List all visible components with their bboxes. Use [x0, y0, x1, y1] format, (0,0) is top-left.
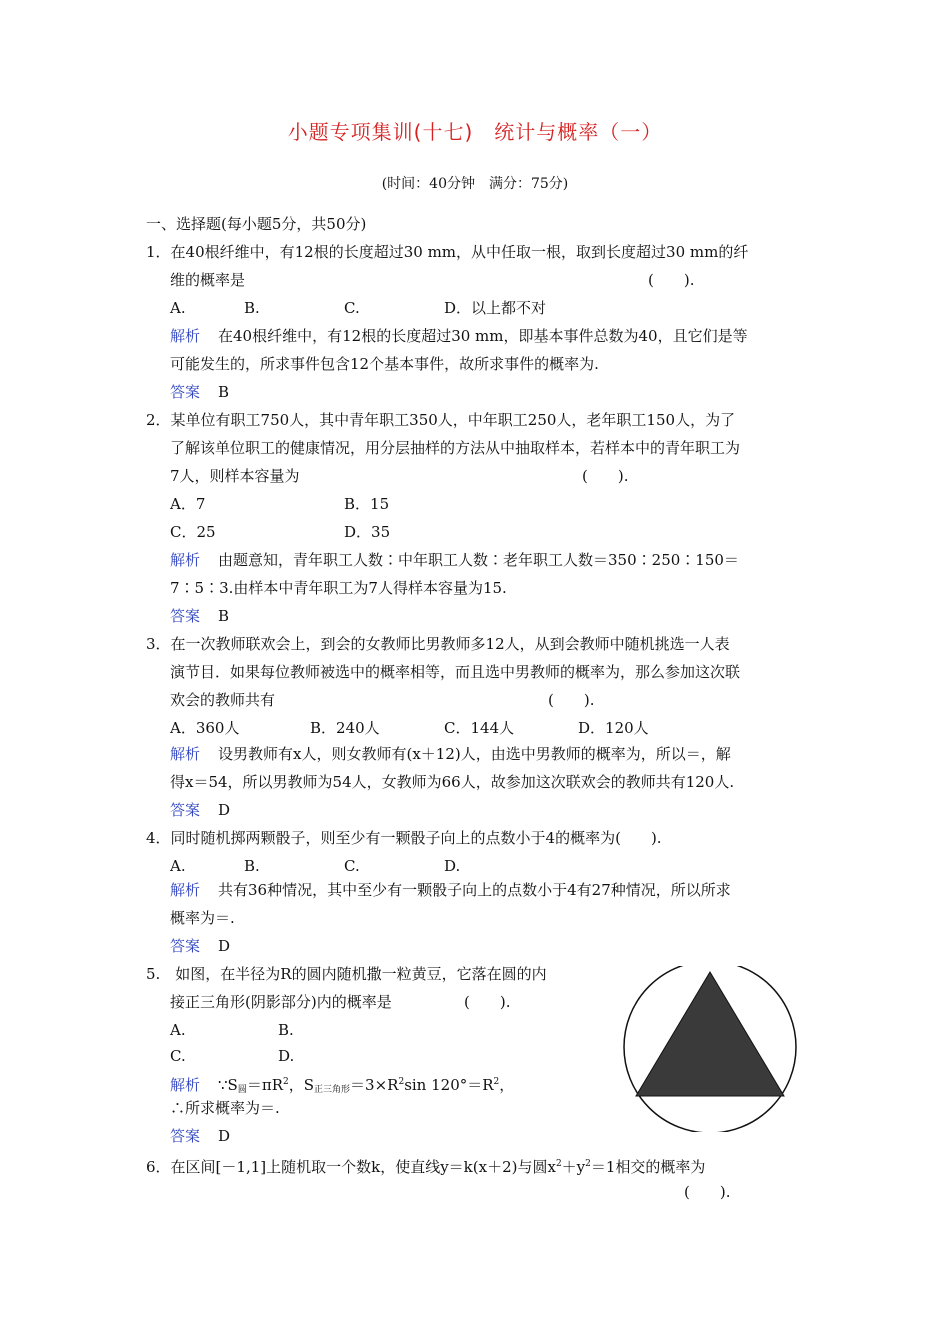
inscribed-triangle: [636, 972, 784, 1096]
answer-value: D: [218, 1127, 231, 1145]
q3-text-line1: 3．在一次教师联欢会上，到会的女教师比男教师多12人，从到会教师中随机挑选一人表: [146, 635, 730, 653]
q3-text-line3: 欢会的教师共有: [170, 691, 276, 709]
answer-value: D: [218, 937, 231, 955]
analysis-label: 解析: [170, 1076, 201, 1094]
q3-analysis-line2: 得x＝54，所以男教师为54人，女教师为66人，故参加这次联欢会的教师共有120人.: [170, 773, 735, 791]
q2-analysis-line1: [170, 550, 739, 570]
q3-analysis-line1: [170, 744, 731, 764]
circle-triangle-figure: [620, 966, 802, 1136]
superscript: 2: [585, 1159, 591, 1169]
q5-option-a: A.: [170, 1021, 186, 1039]
analysis-text: 共有36种情况，其中至少有一颗骰子向上的点数小于4有27种情况，所以所求: [218, 881, 731, 899]
section-heading: 一、选择题(每小题5分，共50分): [146, 215, 367, 233]
subscript: 圆: [237, 1085, 247, 1095]
analysis-label: 解析: [170, 881, 201, 899]
q3-text-line2: 演节目．如果每位教师被选中的概率相等，而且选中男教师的概率为，那么参加这次联: [170, 663, 741, 681]
q1-analysis-line2: 可能发生的，所求事件包含12个基本事件，故所求事件的概率为.: [170, 355, 599, 373]
q5-analysis-line1: [170, 1072, 514, 1100]
answer-label: 答案: [170, 383, 201, 401]
q2-text-line1: 2．某单位有职工750人，其中青年职工350人，中年职工250人，老年职工150人，为了: [146, 411, 736, 429]
q1-option-d: D．以上都不对: [444, 299, 547, 317]
q4-answer: [170, 936, 230, 956]
q1-answer-blank: ( ).: [648, 271, 695, 289]
analysis-text: 由题意知，青年职工人数∶中年职工人数∶老年职工人数＝350∶250∶150＝: [218, 551, 739, 569]
q4-analysis-line2: 概率为＝.: [170, 909, 235, 927]
analysis-text: 在40根纤维中，有12根的长度超过30 mm，即基本事件总数为40，且它们是等: [218, 327, 748, 345]
analysis-text: ，S: [288, 1076, 315, 1094]
q1-text-line2: 维的概率是: [170, 271, 246, 289]
q5-text-line1: 5. 如图，在半径为R的圆内随机撒一粒黄豆，它落在圆的内: [146, 965, 547, 983]
q2-option-d: D．35: [344, 523, 391, 541]
q5-text-line2: 接正三角形(阴影部分)内的概率是: [170, 993, 392, 1011]
q4-text-line1: 4．同时随机掷两颗骰子，则至少有一颗骰子向上的点数小于4的概率为( ).: [146, 829, 662, 847]
q3-answer-blank: ( ).: [548, 691, 595, 709]
answer-label: 答案: [170, 607, 201, 625]
analysis-text: ＝3×R: [350, 1076, 399, 1094]
q6-text-line1: [146, 1154, 705, 1177]
q4-option-b: B.: [244, 857, 260, 875]
analysis-text: ，: [499, 1076, 515, 1094]
superscript: 2: [493, 1077, 500, 1087]
q5-analysis-line2: ∴所求概率为＝.: [170, 1099, 280, 1117]
q1-answer: [170, 382, 229, 402]
superscript: 2: [398, 1077, 405, 1087]
q2-text-line3: 7人，则样本容量为: [170, 467, 300, 485]
q1-text-line1: 1．在40根纤维中，有12根的长度超过30 mm，从中任取一根，取到长度超过30 mm的纤: [146, 243, 749, 261]
q5-option-d: D.: [278, 1047, 295, 1065]
answer-value: D: [218, 801, 231, 819]
analysis-text: ∵S: [218, 1076, 238, 1094]
analysis-text: sin 120°＝R: [404, 1076, 494, 1094]
answer-label: 答案: [170, 1127, 201, 1145]
analysis-label: 解析: [170, 745, 201, 763]
q5-option-c: C.: [170, 1047, 186, 1065]
q3-option-c: C．144人: [444, 719, 515, 737]
q4-option-c: C.: [344, 857, 360, 875]
question-text: ＝1相交的概率为: [590, 1158, 706, 1176]
exam-info: (时间：40分钟 满分：75分): [381, 176, 569, 192]
q2-text-line2: 了解该单位职工的健康情况，用分层抽样的方法从中抽取样本，若样本中的青年职工为: [170, 439, 741, 457]
q4-option-a: A.: [170, 857, 186, 875]
analysis-label: 解析: [170, 327, 201, 345]
q1-analysis-line1: [170, 326, 748, 346]
question-text: 6．在区间[－1,1]上随机取一个数k，使直线y＝k(x＋2)与圆x: [146, 1158, 556, 1176]
q3-option-b: B．240人: [310, 719, 380, 737]
analysis-text: 设男教师有x人，则女教师有(x＋12)人，由选中男教师的概率为，所以＝，解: [218, 745, 731, 763]
q5-answer: [170, 1126, 230, 1146]
superscript: 2: [283, 1077, 289, 1087]
q5-option-b: B.: [278, 1021, 294, 1039]
answer-label: 答案: [170, 801, 201, 819]
answer-label: 答案: [170, 937, 201, 955]
superscript: 2: [555, 1159, 562, 1169]
q2-option-c: C．25: [170, 523, 216, 541]
answer-value: B: [218, 383, 230, 401]
q3-option-d: D．120人: [578, 719, 649, 737]
analysis-text: ＝πR: [246, 1076, 284, 1094]
q2-answer-blank: ( ).: [582, 467, 629, 485]
q1-option-c: C.: [344, 299, 360, 317]
q2-option-b: B．15: [344, 495, 390, 513]
q3-answer: [170, 800, 230, 820]
q4-option-d: D.: [444, 857, 461, 875]
q3-option-a: A．360人: [170, 719, 240, 737]
q4-analysis-line1: [170, 880, 731, 900]
q1-option-b: B.: [244, 299, 260, 317]
question-text: ＋y: [561, 1158, 586, 1176]
q6-answer-blank: ( ).: [684, 1183, 731, 1201]
q1-option-a: A.: [170, 299, 186, 317]
q2-analysis-line2: 7∶5∶3.由样本中青年职工为7人得样本容量为15.: [170, 579, 507, 597]
q5-answer-blank: ( ).: [464, 993, 511, 1011]
subscript: 正三角形: [314, 1085, 351, 1095]
page-title: 小题专项集训(十七) 统计与概率（一）: [287, 120, 663, 144]
analysis-label: 解析: [170, 551, 201, 569]
answer-value: B: [218, 607, 230, 625]
q2-option-a: A．7: [170, 495, 206, 513]
q2-answer: [170, 606, 229, 626]
